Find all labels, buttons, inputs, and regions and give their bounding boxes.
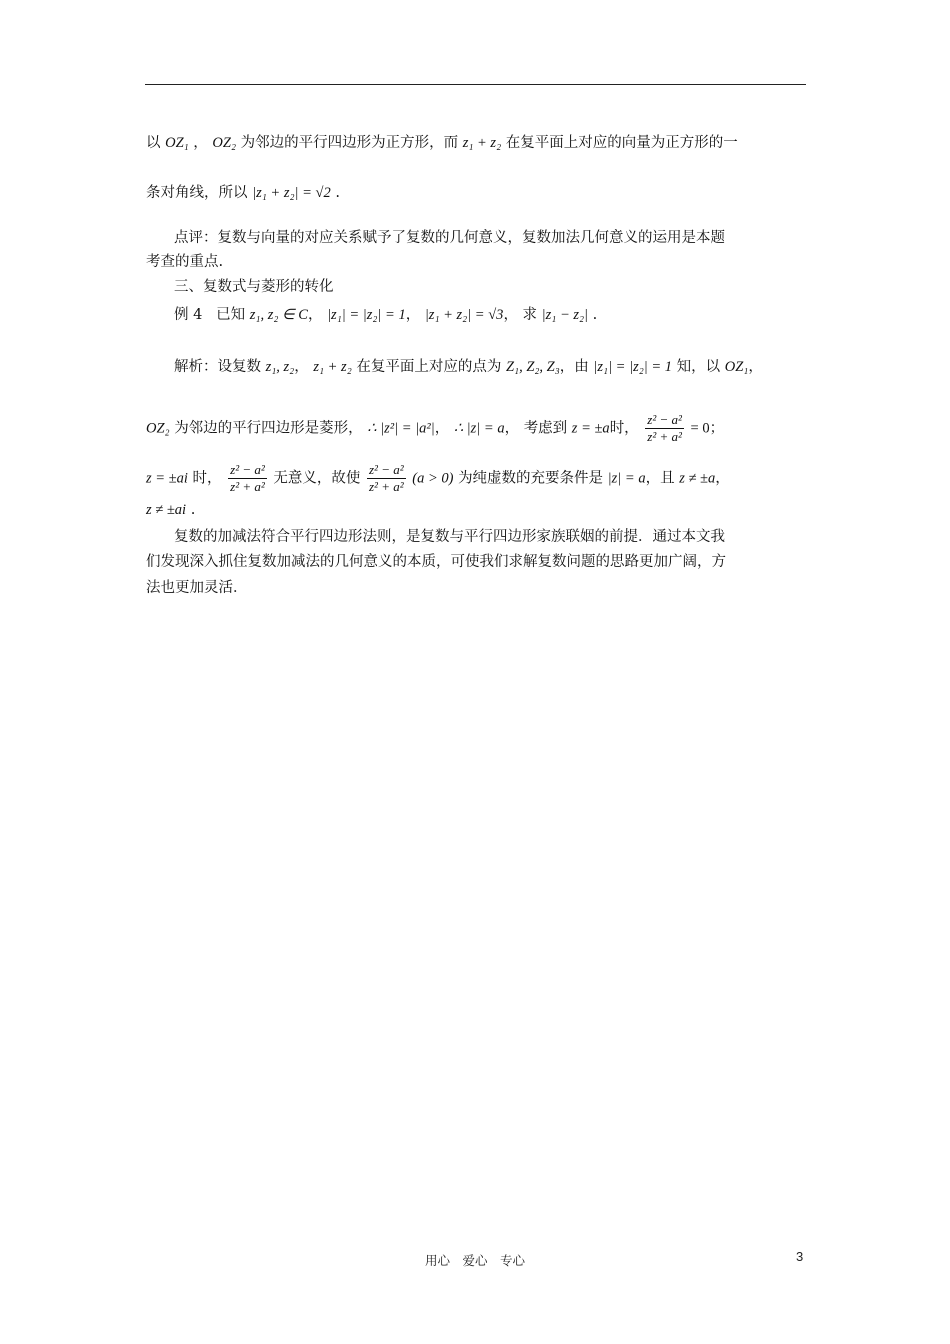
math: OZ₁	[724, 359, 749, 375]
text: 以	[146, 135, 161, 151]
page-number: 3	[796, 1249, 804, 1264]
math: (a > 0)	[412, 470, 454, 487]
math: ∴ |z| = a	[453, 420, 505, 437]
text: 时，	[192, 470, 222, 487]
math-sum: z₁ + z₂	[462, 135, 502, 151]
text: ，且	[645, 470, 675, 487]
comment-line-2: 考查的重点.	[146, 254, 224, 270]
math: z = ±a	[571, 420, 610, 437]
text: 在复平面上对应的点为	[356, 359, 502, 375]
text: 在复平面上对应的向量为正方形的一	[505, 135, 738, 151]
solution-line-2: OZ₂ 为邻边的平行四边形是菱形， ∴ |z²| = |a²|， ∴ |z| = a， 考虑到 z = ±a时， $\frac{\text{z² − a²}}{\text{z² + a²}}$ = 0；	[146, 412, 725, 444]
solution-line-4	[146, 500, 195, 520]
text: 已知	[216, 307, 246, 323]
math: |z₁ + z₂| = √3	[424, 307, 504, 323]
closing-line-3: 法也更加灵活．	[146, 580, 248, 596]
footer-text: 用心 爱心 专心	[424, 1253, 525, 1268]
text: 条对角线，所以	[146, 185, 248, 201]
math: z ≠ ±a	[679, 470, 716, 487]
text: 知，以	[676, 359, 721, 375]
fraction	[645, 412, 684, 445]
fraction-numerator: z² − a²	[647, 412, 682, 427]
paragraph-1-line-1	[146, 133, 738, 153]
fraction	[228, 462, 267, 495]
math: z₁, z₂	[265, 359, 295, 375]
math-oz2: OZ₂	[212, 135, 236, 151]
fraction-numerator: z² − a²	[230, 462, 265, 477]
text: .	[335, 185, 340, 201]
comment-line-1: 点评：复数与向量的对应关系赋予了复数的几何意义，复数加法几何意义的运用是本题	[174, 230, 725, 246]
text: ，	[193, 135, 208, 151]
math: z ≠ ±ai	[146, 502, 187, 518]
example-label: 例 4	[174, 307, 203, 323]
example-4: 例 4 已知 z₁, z₂ ∈ C， |z₁| = |z₂| = 1， |z₁ + z₂| = √3， 求 |z₁ − z₂| .	[174, 307, 598, 323]
fraction-numerator: z² − a²	[369, 462, 404, 477]
text: 由	[574, 359, 589, 375]
math: |z₁| = |z₂| = 1	[327, 307, 406, 323]
text: .	[592, 307, 598, 323]
text: 求	[522, 307, 538, 323]
paragraph-1-line-2	[146, 183, 340, 203]
text: 为纯虚数的充要条件是	[458, 470, 604, 487]
fraction-denominator: z² + a²	[369, 479, 404, 494]
math: |z| = a	[607, 470, 646, 487]
math: |z₁| = |z₂| = 1	[593, 359, 673, 375]
closing-line-1: 复数的加减法符合平行四边形法则，是复数与平行四边形家族联姻的前提．通过本文我	[174, 529, 725, 545]
math: |z₁ − z₂|	[541, 307, 589, 323]
math: z₁ + z₂	[313, 359, 352, 375]
section-3-title: 三、复数式与菱形的转化	[174, 279, 334, 295]
text: 无意义，故使	[273, 470, 361, 487]
math-modulus-eq: |z₁ + z₂| = √2	[252, 185, 331, 201]
text: 考虑到	[523, 420, 568, 437]
math: OZ₂	[146, 420, 170, 437]
text: 解析：设复数	[174, 359, 261, 375]
fraction-denominator: z² + a²	[647, 429, 682, 444]
math: z₁, z₂ ∈ C	[249, 307, 308, 323]
fraction	[367, 462, 406, 495]
closing-line-2: 们发现深入抓住复数加减法的几何意义的本质，可使我们求解复数问题的思路更加广阔，方	[146, 554, 726, 570]
text: .	[190, 502, 196, 518]
solution-line-3: z = ±ai 时， $\frac{\text{z² − a²}}{\text{z² + a²}}$ 无意义，故使 $\frac{\text{z² − a²}}{\text{z² + a²}}$ (a > 0) 为纯虚数的充要条件是 |z| = a，且 z ≠ ±a，	[146, 462, 730, 494]
math: z = ±ai	[146, 470, 188, 487]
text: 时，	[609, 420, 639, 437]
fraction-denominator: z² + a²	[230, 479, 265, 494]
solution-line-1: 解析：设复数 z₁, z₂， z₁ + z₂ 在复平面上对应的点为 Z₁, Z₂, Z₃，由 |z₁| = |z₂| = 1 知，以 OZ₁，	[174, 359, 763, 375]
math: = 0	[690, 420, 710, 437]
math: ∴ |z²| = |a²|	[367, 420, 435, 437]
math-oz1: OZ₁	[165, 135, 189, 151]
header-rule	[145, 84, 806, 85]
math: Z₁, Z₂, Z₃	[505, 359, 560, 375]
text: 为邻边的平行四边形为正方形，而	[240, 135, 459, 151]
text: 为邻边的平行四边形是菱形，	[174, 420, 363, 437]
